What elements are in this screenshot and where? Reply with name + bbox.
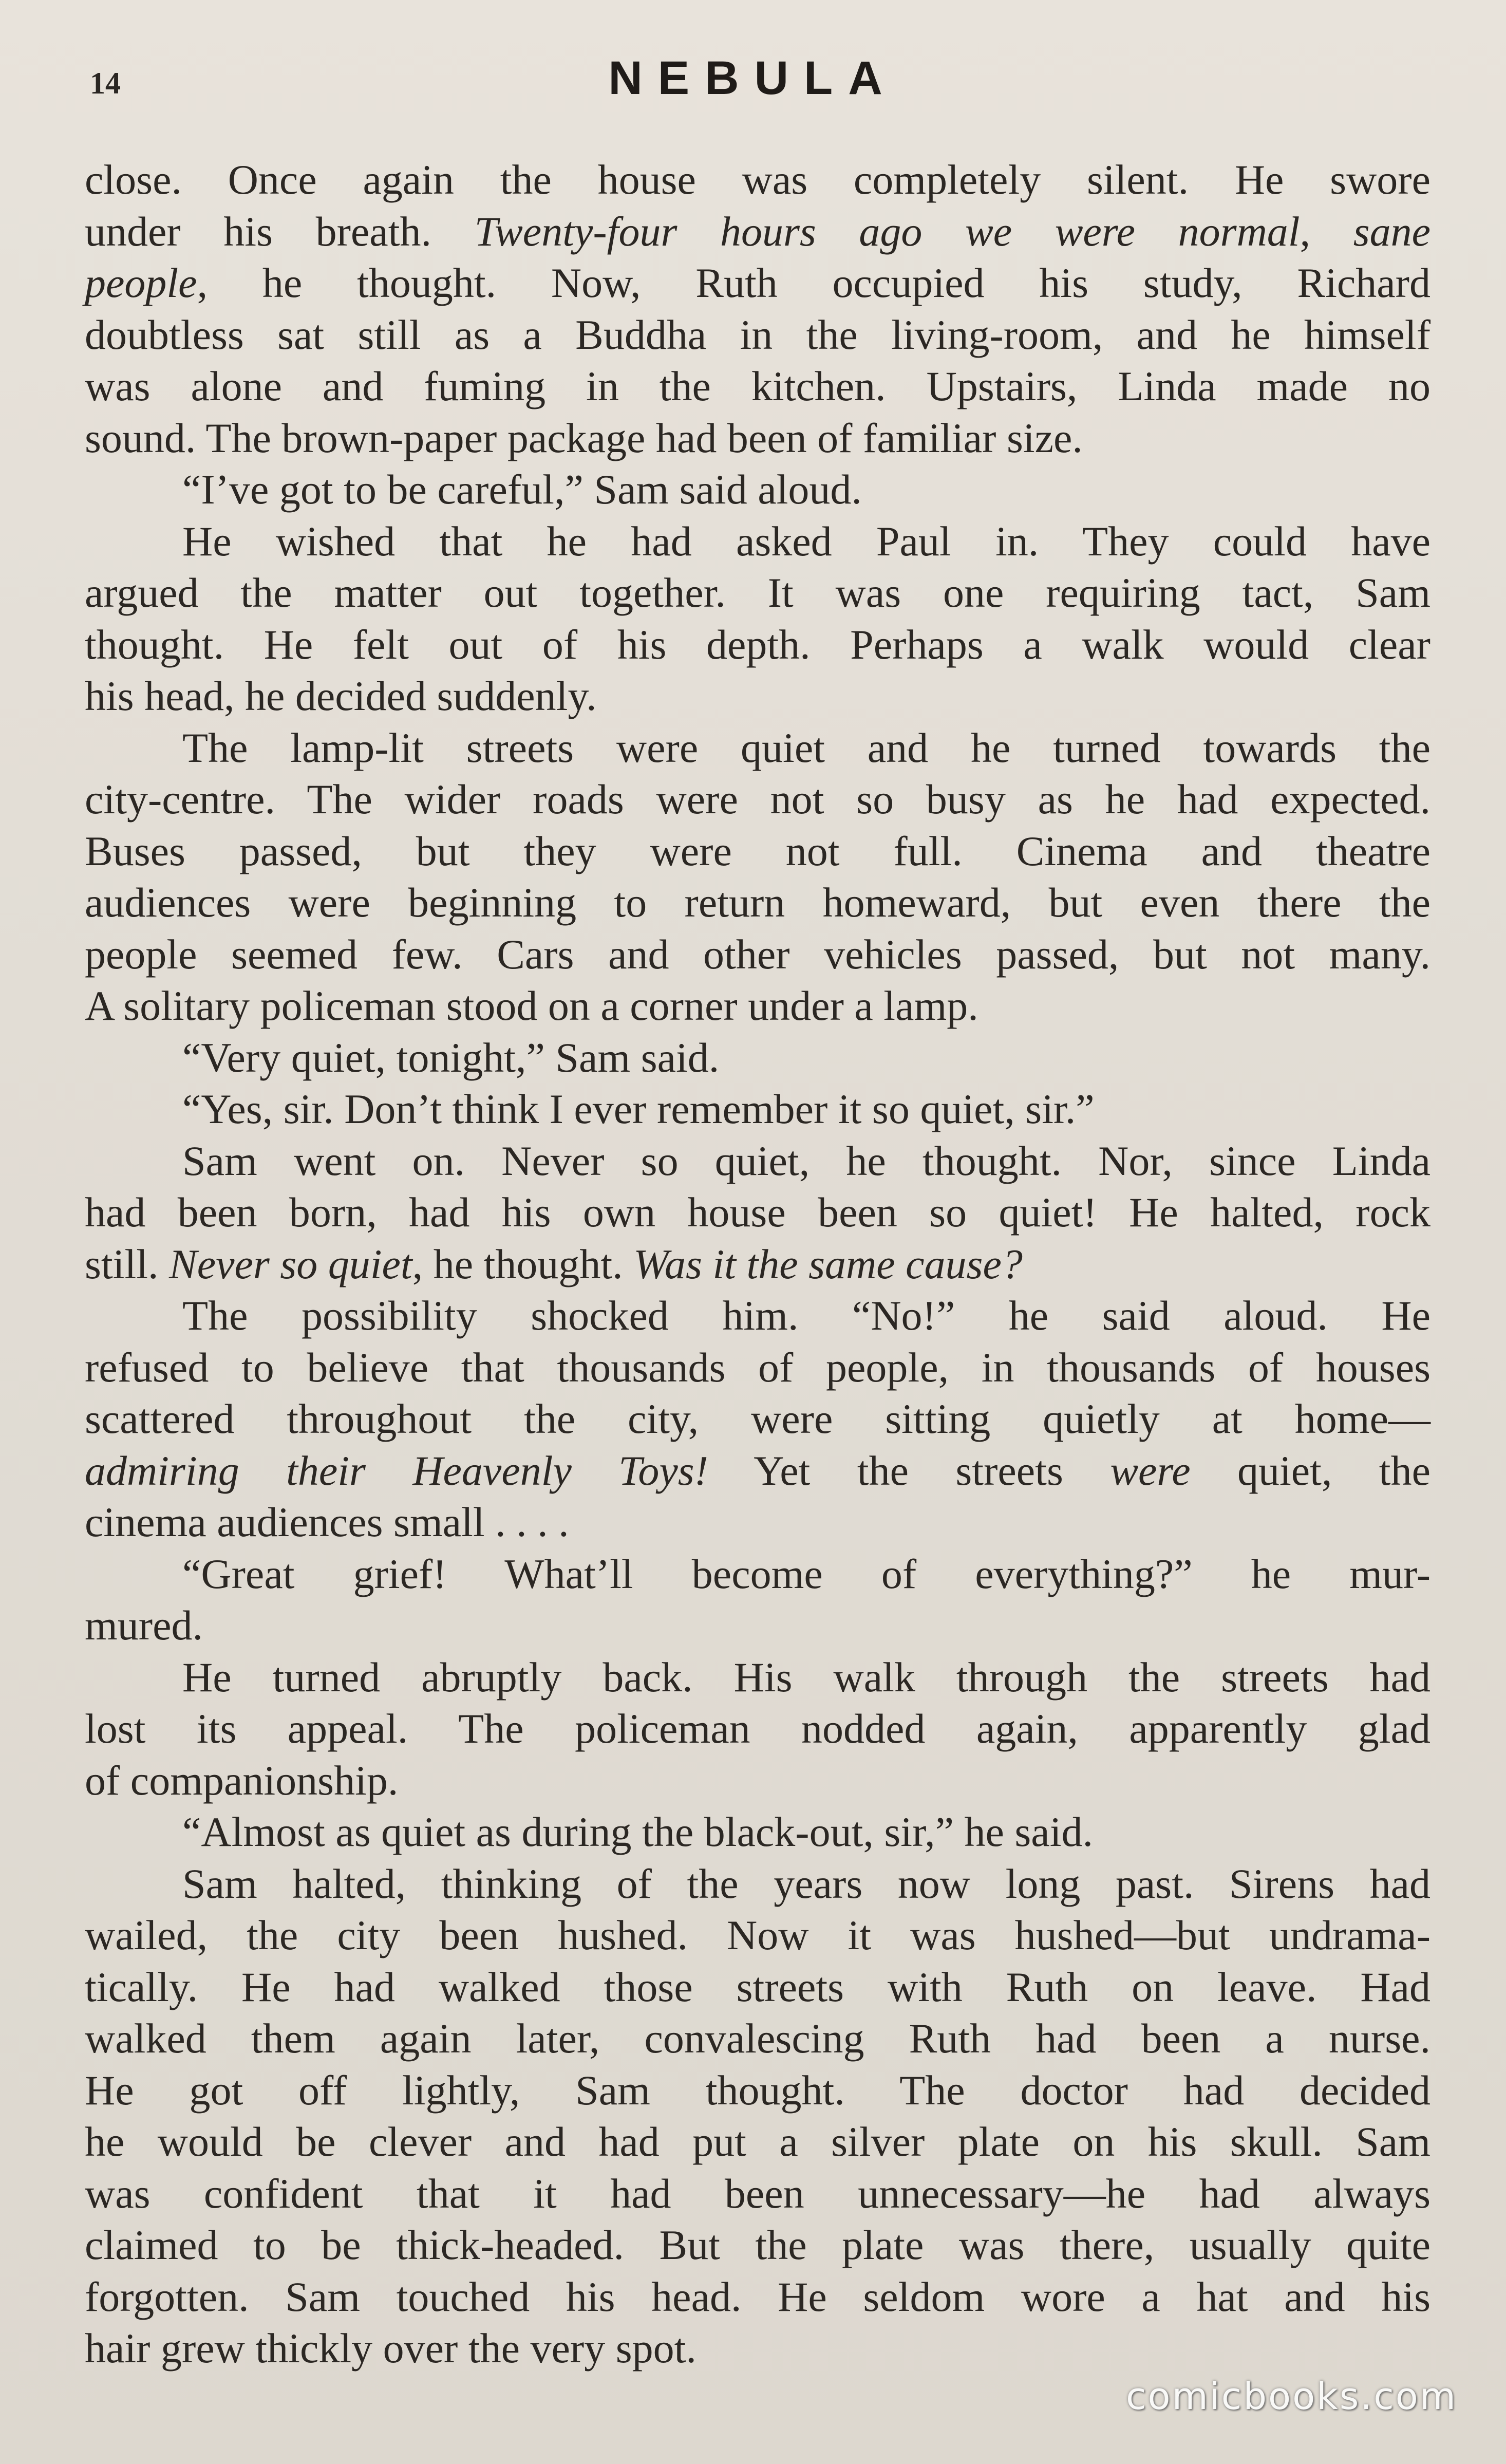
text-span: claimed to be thick-headed. But the plate was there, usually quite bbox=[85, 2222, 1430, 2268]
text-span: scattered throughout the city, were sitting quietly at home— bbox=[85, 1395, 1430, 1442]
text-line bbox=[85, 516, 1430, 568]
text-line bbox=[85, 722, 1430, 774]
text-span: lost its appeal. The policeman nodded again, apparently glad bbox=[85, 1705, 1430, 1752]
text-line bbox=[85, 1652, 1430, 1704]
text-line bbox=[85, 1962, 1430, 2013]
text-line bbox=[85, 1445, 1430, 1497]
journal-title: NEBULA bbox=[608, 52, 898, 104]
italic-text: sane bbox=[1353, 208, 1430, 255]
text-span: The lamp-lit streets were quiet and he turned towards the bbox=[182, 724, 1430, 771]
text-line bbox=[85, 670, 1430, 722]
text-span: Buses passed, but they were not full. Cinema and theatre bbox=[85, 827, 1430, 874]
text-line bbox=[85, 2168, 1430, 2220]
text-line bbox=[85, 1600, 1430, 1652]
text-line bbox=[85, 2116, 1430, 2168]
text-span: argued the matter out together. It was one requiring tact, Sam bbox=[85, 569, 1430, 616]
text-line bbox=[85, 2065, 1430, 2117]
text-line bbox=[85, 1239, 1430, 1291]
text-span: doubtless sat still as a Buddha in the living-room, and he himself bbox=[85, 311, 1430, 358]
text-span: , bbox=[1300, 208, 1353, 255]
italic-text: were bbox=[1110, 1447, 1191, 1494]
italic-text: people bbox=[85, 259, 197, 306]
watermark: comicbooks.com bbox=[1125, 2375, 1457, 2418]
text-span: of companionship. bbox=[85, 1757, 399, 1804]
text-line bbox=[85, 2013, 1430, 2065]
text-line bbox=[85, 980, 1430, 1032]
text-span: sound. The brown-paper package had been of familiar size. bbox=[85, 414, 1083, 461]
text-span: “Yes, sir. Don’t think I ever remember it so quiet, sir.” bbox=[182, 1086, 1095, 1132]
text-line bbox=[85, 1858, 1430, 1910]
text-line bbox=[85, 1910, 1430, 1962]
text-line bbox=[85, 1393, 1430, 1445]
text-span: walked them again later, convalescing Ruth had been a nurse. bbox=[85, 2015, 1430, 2062]
text-span: refused to believe that thousands of people, in thousands of houses bbox=[85, 1343, 1430, 1391]
italic-text: admiring their Heavenly Toys! bbox=[85, 1447, 708, 1494]
text-line bbox=[85, 1806, 1430, 1858]
text-span: thought. He felt out of his depth. Perhaps a walk would clear bbox=[85, 621, 1430, 668]
text-line bbox=[85, 1342, 1430, 1394]
text-span: Sam went on. Never so quiet, he thought. Nor, since Linda bbox=[182, 1137, 1430, 1184]
text-span: had been born, had his own house been so quiet! He halted, rock bbox=[85, 1189, 1430, 1236]
text-span: was confident that it had been unnecessary—he had always bbox=[85, 2170, 1430, 2217]
text-span: , he thought. bbox=[412, 1240, 634, 1287]
text-span: “I’ve got to be careful,” Sam said aloud. bbox=[182, 466, 862, 513]
italic-text: Never so quiet bbox=[169, 1240, 412, 1287]
text-line bbox=[85, 619, 1430, 671]
text-span: , he thought. Now, Ruth occupied his study, Richard bbox=[197, 259, 1430, 306]
text-span: his head, he decided suddenly. bbox=[85, 673, 597, 719]
text-span: The possibility shocked him. “No!” he said aloud. He bbox=[182, 1292, 1430, 1339]
page-number: 14 bbox=[90, 66, 121, 100]
text-line bbox=[85, 413, 1430, 464]
text-span: under his breath. bbox=[85, 208, 475, 255]
text-span: “Almost as quiet as during the black-out, sir,” he said. bbox=[182, 1808, 1093, 1855]
text-span: tically. He had walked those streets with Ruth on leave. Had bbox=[85, 1963, 1430, 2010]
text-line bbox=[85, 464, 1430, 516]
text-line bbox=[85, 2271, 1430, 2323]
text-span: he would be clever and had put a silver plate on his skull. Sam bbox=[85, 2118, 1430, 2165]
text-span: “Very quiet, tonight,” Sam said. bbox=[182, 1034, 720, 1081]
italic-text: Was it the same cause? bbox=[633, 1240, 1023, 1287]
text-span: mured. bbox=[85, 1602, 203, 1649]
text-span: Yet the streets bbox=[708, 1447, 1110, 1494]
text-span: was alone and fuming in the kitchen. Upstairs, Linda made no bbox=[85, 363, 1430, 409]
text-span: “Great grief! What’ll become of everything?” he mur- bbox=[182, 1550, 1430, 1597]
text-line bbox=[85, 567, 1430, 619]
text-line bbox=[85, 1548, 1430, 1600]
text-line bbox=[85, 309, 1430, 361]
text-span: audiences were beginning to return homeward, but even there the bbox=[85, 879, 1430, 926]
text-line bbox=[85, 1497, 1430, 1548]
text-line bbox=[85, 2323, 1430, 2375]
text-line bbox=[85, 257, 1430, 309]
text-span: He got off lightly, Sam thought. The doctor had decided bbox=[85, 2066, 1430, 2114]
text-span: wailed, the city been hushed. Now it was hushed—but undrama- bbox=[85, 1912, 1430, 1958]
text-span: hair grew thickly over the very spot. bbox=[85, 2325, 696, 2372]
text-line bbox=[85, 154, 1430, 206]
text-span: cinema audiences small . . . . bbox=[85, 1499, 569, 1545]
story-text bbox=[85, 154, 1430, 2375]
text-span: city-centre. The wider roads were not so busy as he had expected. bbox=[85, 776, 1430, 823]
text-line bbox=[85, 2219, 1430, 2271]
text-line bbox=[85, 1135, 1430, 1187]
text-line bbox=[85, 1187, 1430, 1239]
text-span: He wished that he had asked Paul in. They could have bbox=[182, 517, 1430, 565]
text-span: Sam halted, thinking of the years now long past. Sirens had bbox=[182, 1860, 1430, 1907]
text-span: He turned abruptly back. His walk through the streets had bbox=[182, 1653, 1430, 1701]
text-line bbox=[85, 1703, 1430, 1755]
text-line bbox=[85, 1755, 1430, 1807]
text-line bbox=[85, 826, 1430, 878]
text-line bbox=[85, 774, 1430, 826]
text-line bbox=[85, 1084, 1430, 1135]
text-span: forgotten. Sam touched his head. He seldom wore a hat and his bbox=[85, 2273, 1430, 2320]
text-line bbox=[85, 361, 1430, 413]
text-span: people seemed few. Cars and other vehicles passed, but not many. bbox=[85, 930, 1430, 978]
text-span: still. bbox=[85, 1240, 170, 1287]
text-line bbox=[85, 1290, 1430, 1342]
text-span: quiet, the bbox=[1190, 1447, 1430, 1494]
text-line bbox=[85, 206, 1430, 258]
text-line bbox=[85, 1032, 1430, 1084]
text-line bbox=[85, 929, 1430, 981]
running-head bbox=[90, 51, 1416, 113]
italic-text: Twenty-four hours ago we were normal bbox=[474, 208, 1300, 255]
text-line bbox=[85, 877, 1430, 929]
text-span: close. Once again the house was completely silent. He swore bbox=[85, 156, 1430, 203]
text-span: A solitary policeman stood on a corner under a lamp. bbox=[85, 982, 978, 1029]
